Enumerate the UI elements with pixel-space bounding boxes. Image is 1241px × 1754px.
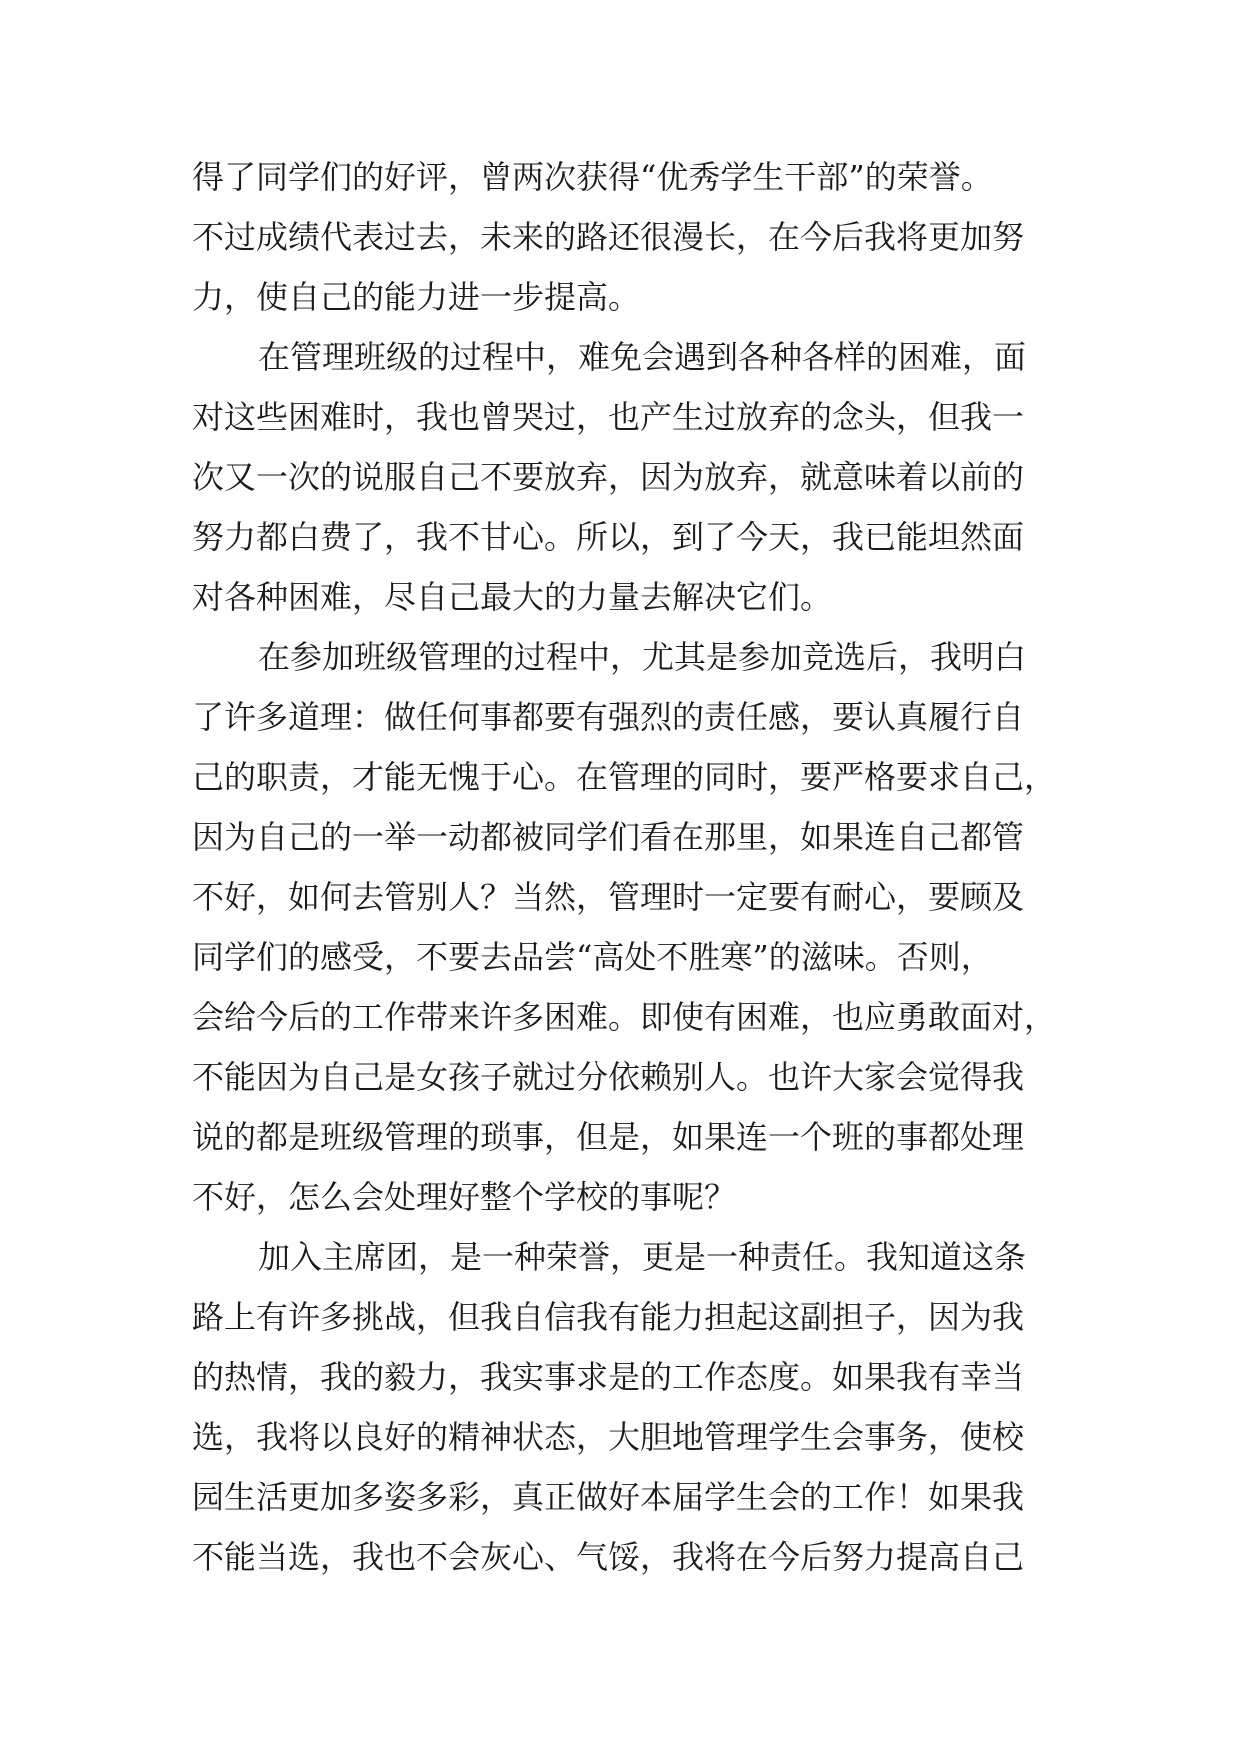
text-line: 说的都是班级管理的琐事，但是，如果连一个班的事都处理 xyxy=(192,1118,1025,1156)
paragraph-2 xyxy=(192,327,1050,627)
text-line: 己的职责，才能无愧于心。在管理的同时，要严格要求自己， xyxy=(192,758,1057,796)
text-line: 对这些困难时，我也曾哭过，也产生过放弃的念头，但我一 xyxy=(192,398,1025,436)
text-line: 同学们的感受，不要去品尝“高处不胜寒”的滋味。否则， xyxy=(192,938,993,976)
text-line: 不好，如何去管别人？当然，管理时一定要有耐心，要顾及 xyxy=(192,878,1025,916)
text-line: 选，我将以良好的精神状态，大胆地管理学生会事务，使校 xyxy=(192,1418,1025,1456)
text-line: 不好，怎么会处理好整个学校的事呢？ xyxy=(192,1178,737,1216)
paragraph-1 xyxy=(192,147,1050,327)
text-line: 不能因为自己是女孩子就过分依赖别人。也许大家会觉得我 xyxy=(192,1058,1025,1096)
text-line: 力，使自己的能力进一步提高。 xyxy=(192,278,641,316)
text-line: 得了同学们的好评，曾两次获得“优秀学生干部”的荣誉。 xyxy=(192,158,993,196)
text-line: 会给今后的工作带来许多困难。即使有困难，也应勇敢面对， xyxy=(192,998,1057,1036)
text-line: 对各种困难，尽自己最大的力量去解决它们。 xyxy=(192,578,833,616)
document-body xyxy=(192,147,1057,1587)
text-line: 路上有许多挑战，但我自信我有能力担起这副担子，因为我 xyxy=(192,1298,1025,1336)
text-line: 园生活更加多姿多彩，真正做好本届学生会的工作！如果我 xyxy=(192,1478,1025,1516)
text-line: 次又一次的说服自己不要放弃，因为放弃，就意味着以前的 xyxy=(192,458,1025,496)
text-line: 在管理班级的过程中，难免会遇到各种各样的困难，面 xyxy=(258,338,1027,376)
text-line: 的热情，我的毅力，我实事求是的工作态度。如果我有幸当 xyxy=(192,1358,1025,1396)
text-line: 因为自己的一举一动都被同学们看在那里，如果连自己都管 xyxy=(192,818,1025,856)
text-line: 了许多道理：做任何事都要有强烈的责任感，要认真履行自 xyxy=(192,698,1025,736)
text-line: 努力都白费了，我不甘心。所以，到了今天，我已能坦然面 xyxy=(192,518,1025,556)
text-line: 加入主席团，是一种荣誉，更是一种责任。我知道这条 xyxy=(258,1238,1027,1276)
text-line: 不能当选，我也不会灰心、气馁，我将在今后努力提高自己 xyxy=(192,1538,1025,1576)
paragraph-3 xyxy=(192,627,1057,1227)
text-line: 在参加班级管理的过程中，尤其是参加竞选后，我明白 xyxy=(258,638,1027,676)
paragraph-4 xyxy=(192,1227,1050,1587)
text-line: 不过成绩代表过去，未来的路还很漫长，在今后我将更加努 xyxy=(192,218,1025,256)
